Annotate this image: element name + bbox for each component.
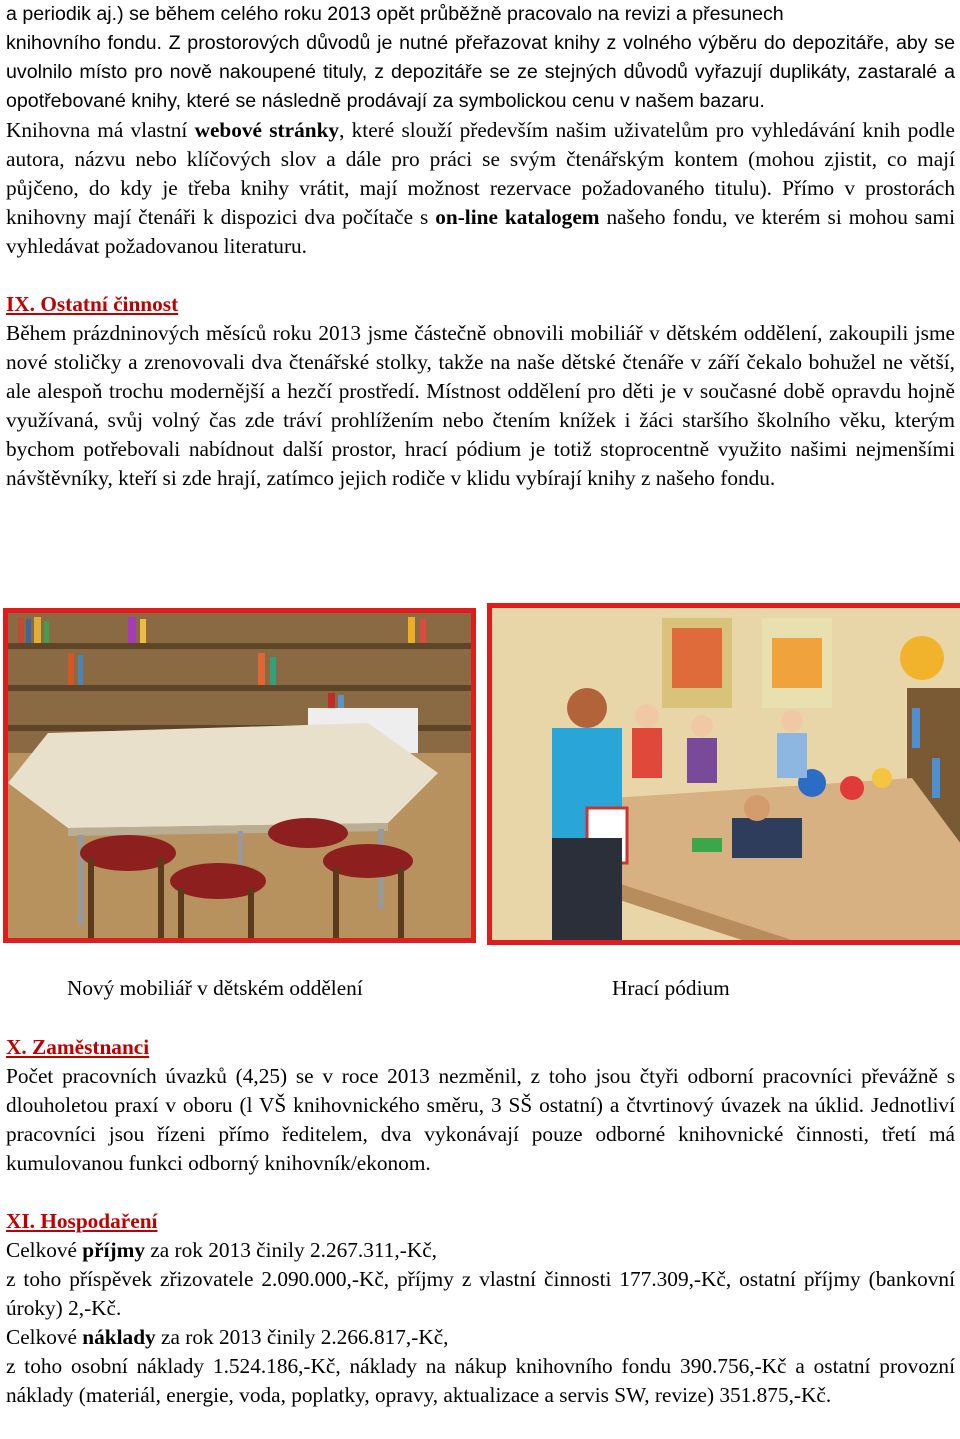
expense-post: za rok 2013 činily 2.266.817,-Kč, [155,1325,449,1349]
expense-pre: Celkové [6,1325,83,1349]
web-bold-pages: webové stránky [194,118,340,142]
photo-row [0,603,960,945]
income-post: za rok 2013 činily 2.267.311,-Kč, [145,1238,437,1262]
section-heading-x: X. Zaměstnanci [6,1035,150,1059]
revision-line1: a periodik aj.) se během celého roku 2013 opět průběžně pracovalo na revizi a přesunech [6,3,784,25]
caption-furniture: Nový mobiliář v dětském oddělení [67,976,363,1000]
web-text-4: našeho fondu, ve kterém si mohou sami vyhledávat požadovanou literaturu. [6,205,956,258]
paragraph-web [6,116,955,261]
paragraph-income-detail: z toho příspěvek zřizovatele 2.090.000,-Kč, příjmy z vlastní činnosti 177.309,-Kč, ostatní příjmy (bankovní úroky) 2,-Kč. [6,1267,955,1320]
caption-play-stage: Hrací pódium [612,976,730,1000]
section-heading-xi: XI. Hospodaření [6,1209,158,1233]
revision-text: knihovního fondu. Z prostorových důvodů je nutné přeřazovat knihy z volného výběru do depozitáře, aby se uvolnilo místo pro nově nakoupené tituly, z depozitáře se ze stejných důvodů vyřazují duplikáty, zastaralé a opotřebované knihy, které se následně prodávají za symbolickou cenu v našem bazaru. [6,32,955,112]
lower-sections [6,1033,955,1410]
income-pre: Celkové [6,1238,83,1262]
paragraph-expense-detail: z toho osobní náklady 1.524.186,-Kč, náklady na nákup knihovního fondu 390.756,-Kč a ostatní provozní náklady (materiál, energie, voda, poplatky, opravy, aktualizace a servis SW, revize) 351.875,-Kč. [6,1354,955,1407]
web-text-2: , které slouží především našim uživatelům pro vyhledávání knih podle autora, názvu nebo klíčových slov a dále pro práci se svým čtenářským kontem (mohou zjistit, co mají půjčeno, do kdy je třeba knihy vrátit, mají možnost rezervace požadovaného titulu). [6,118,955,200]
paragraph-other-activity: Během prázdninových měsíců roku 2013 jsme částečně obnovili mobiliář v dětském oddělení, zakoupili jsme nové stoličky a zrenovovali dva čtenářské stolky, takže na naše dětské čtenáře v září čekalo bohužel ne větší, ale alespoň trochu modernější a hezčí prostředí. Místnost oddělení pro děti je v současné době opravdu hojně využívaná, svůj volný čas zde tráví prohlížením nebo čtením knížek i žáci staršího školního věku, kterým bychom potřebovali nabídnout další prostor, hrací pódium je totiž stoprocentně využito našimi nejmenšími návštěvníky, kteří si zde hrají, zatímco jejich rodiče v klidu vybírají knihy z našeho fondu. [6,321,955,490]
expense-bold: náklady [82,1325,156,1349]
line-income-total [6,1236,955,1265]
paragraph-employees: Počet pracovních úvazků (4,25) se v roce 2013 nezměnil, z toho jsou čtyři odborní pracovníci převážně s dlouholetou praxí v oboru (l VŠ knihovnického směru, 3 SŠ ostatní) a čtvrtinový úvazek na úklid. Jednotliví pracovníci jsou řízeni přímo ředitelem, dva vykonávají pouze odborné knihovnické činnosti, třetí má kumulovanou funkci odborný knihovník/ekonom. [6,1064,955,1175]
web-bold-catalog: on-line katalogem [435,205,600,229]
web-text-1: Knihovna má vlastní [6,118,195,142]
income-bold: příjmy [82,1238,145,1262]
photo-play-stage [487,603,960,945]
furniture-photo-image [8,613,471,938]
document-page [6,0,955,493]
paragraph-revision [6,0,955,116]
line-expense-total [6,1323,955,1352]
play-stage-photo-image [492,608,960,940]
section-heading-ix: IX. Ostatní činnost [6,292,179,316]
web-text-3: Přímo v prostorách knihovny mají čtenáři k dispozici dva počítače s [6,176,955,229]
photo-furniture [3,608,476,943]
